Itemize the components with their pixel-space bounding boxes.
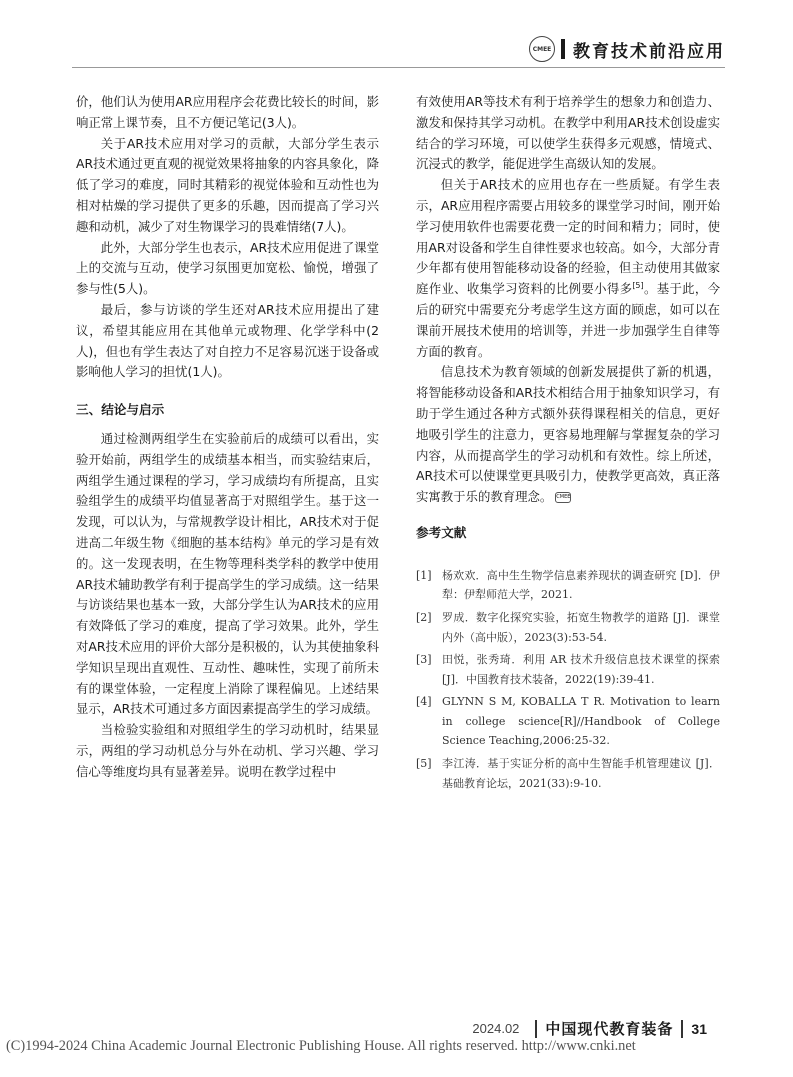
paragraph-text: 但关于AR技术的应用也存在一些质疑。有学生表示，AR应用程序需要占用较多的课堂学习时间，刚开始学习使用软件也需要花费一定的时间和精力；同时，使用AR对设备和学生自律性要求也较高。如今，大部分青少年都有使用智能移动设备的经验，但主动使用其做家庭作业、收集学习资料的比例要小得多: [416, 177, 720, 297]
issue-date: 2024.02: [472, 1021, 520, 1036]
header-divider: [72, 67, 725, 68]
right-column: [416, 92, 720, 796]
paragraph: [416, 175, 720, 362]
reference-number: [1]: [416, 568, 432, 582]
reference-list: [416, 566, 720, 794]
section-heading: 三、结论与启示: [76, 402, 165, 418]
reference-text: 田悦，张秀琦．利用 AR 技术升级信息技术课堂的探索 [J]．中国教育技术装备，2022(19):39-41.: [442, 653, 720, 686]
footer-separator: [535, 1020, 537, 1038]
reference-text: 李江涛．基于实证分析的高中生智能手机管理建议 [J]．基础教育论坛，2021(33):9-10.: [442, 757, 720, 790]
paragraph-text: 信息技术为教育领域的创新发展提供了新的机遇，将智能移动设备和AR技术相结合用于抽象知识学习，有助于学生通过各种方式额外获得课程相关的信息，更好地吸引学生的注意力，更容易地理解与掌握复杂的学习内容，从而提高学生的学习动机和有效性。综上所述，AR技术可以使课堂更具吸引力，使教学更高效，真正落实寓教于乐的教育理念。: [416, 364, 720, 505]
paragraph: 最后，参与访谈的学生还对AR技术应用提出了建议，希望其能应用在其他单元或物理、化学学科中(2人)，但也有学生表达了对自控力不足容易沉迷于设备或影响他人学习的担忧(1人)。: [76, 301, 379, 380]
page-header: [529, 36, 725, 62]
reference-item: [416, 608, 720, 647]
page-number: 31: [691, 1020, 707, 1037]
column-title: 教育技术前沿应用: [573, 41, 725, 62]
reference-number: [5]: [416, 757, 432, 771]
paragraph: 此外，大部分学生也表示，AR技术应用促进了课堂上的交流与互动，使学习氛围更加宽松、愉悦，增强了参与性(5人)。: [76, 239, 379, 297]
paragraph: 有效使用AR等技术有利于培养学生的想象力和创造力、激发和保持其学习动机。在教学中利用AR技术创设虚实结合的学习环境，可以使学生获得多元观感，情境式、沉浸式的教学，能促进学生高级认知的发展。: [416, 94, 720, 172]
reference-item: [416, 566, 720, 605]
references-heading: 参考文献: [416, 524, 467, 540]
copyright-notice: (C)1994-2024 China Academic Journal Electronic Publishing House. All rights reserved. http://www.cnki.net: [6, 1038, 636, 1054]
reference-item: [416, 650, 720, 689]
paragraph: [416, 362, 720, 508]
journal-name: 中国现代教育装备: [545, 1020, 674, 1038]
reference-item: [416, 692, 720, 751]
reference-text: 杨欢欢．高中生生物学信息素养现状的调查研究 [D]．伊犁：伊犁师范大学，2021.: [442, 568, 720, 602]
reference-text: 罗成．数字化探究实验，拓宽生物教学的道路 [J]．课堂内外（高中版），2023(3):53-54.: [442, 610, 720, 644]
reference-number: [2]: [416, 610, 432, 624]
paragraph: 价，他们认为使用AR应用程序会花费比较长的时间，影响正常上课节奏，且不方便记笔记(3人)。: [76, 94, 379, 130]
citation: [5]: [632, 281, 644, 291]
page-footer: [472, 1018, 707, 1039]
journal-logo-icon: CMEE: [529, 36, 555, 62]
end-mark-icon: CMEE: [555, 492, 571, 503]
paragraph: 当检验实验组和对照组学生的学习动机时，结果显示，两组的学习动机总分与外在动机、学习兴趣、学习信心等维度均具有显著差异。说明在教学过程中: [76, 722, 379, 779]
footer-separator: [681, 1020, 683, 1038]
reference-text: GLYNN S M, KOBALLA T R. Motivation to learn in college science[R]//Handbook of College Science Teaching,2006:25-32.: [442, 695, 720, 748]
paragraph-text: 。基于此，今后的研究中需要充分考虑学生这方面的顾虑，如可以在课前开展技术使用的培训等，并进一步加强学生自律等方面的教育。: [416, 281, 721, 359]
reference-item: [416, 754, 720, 793]
paragraph: 通过检测两组学生在实验前后的成绩可以看出，实验开始前，两组学生的成绩基本相当，而实验结束后，两组学生通过课程的学习，学习成绩均有所提高，且实验组学生的成绩平均值显著高于对照组学生。基于这一发现，可以认为，与常规教学设计相比，AR技术对于促进高二年级生物《细胞的基本结构》单元的学习是有效的。这一发现表明，在生物等理科类学科的教学中使用AR技术辅助教学有利于提高学生的学习成绩。这一结果与访谈结果也基本一致，大部分学生认为AR技术的应用有效降低了学习的难度，提高了学习效果。此外，学生对AR技术应用的评价大部分是积极的，认为其使抽象科学知识呈现出直观性、互动性、趣味性，实现了前所未有的课堂体验，一定程度上消除了课程偏见。上述结果显示，AR技术可通过多方面因素提高学生的学习成绩。: [76, 430, 379, 717]
left-column: [76, 92, 379, 783]
header-bar: [561, 39, 565, 59]
paragraph: 关于AR技术应用对学习的贡献，大部分学生表示AR技术通过更直观的视觉效果将抽象的内容具象化，降低了学习的难度，同时其精彩的视觉体验和互动性也为相对枯燥的学习提供了更多的乐趣，因而提高了学习兴趣和动机，减少了对生物课学习的畏难情绪(7人)。: [76, 135, 379, 234]
reference-number: [4]: [416, 695, 432, 709]
reference-number: [3]: [416, 653, 432, 667]
